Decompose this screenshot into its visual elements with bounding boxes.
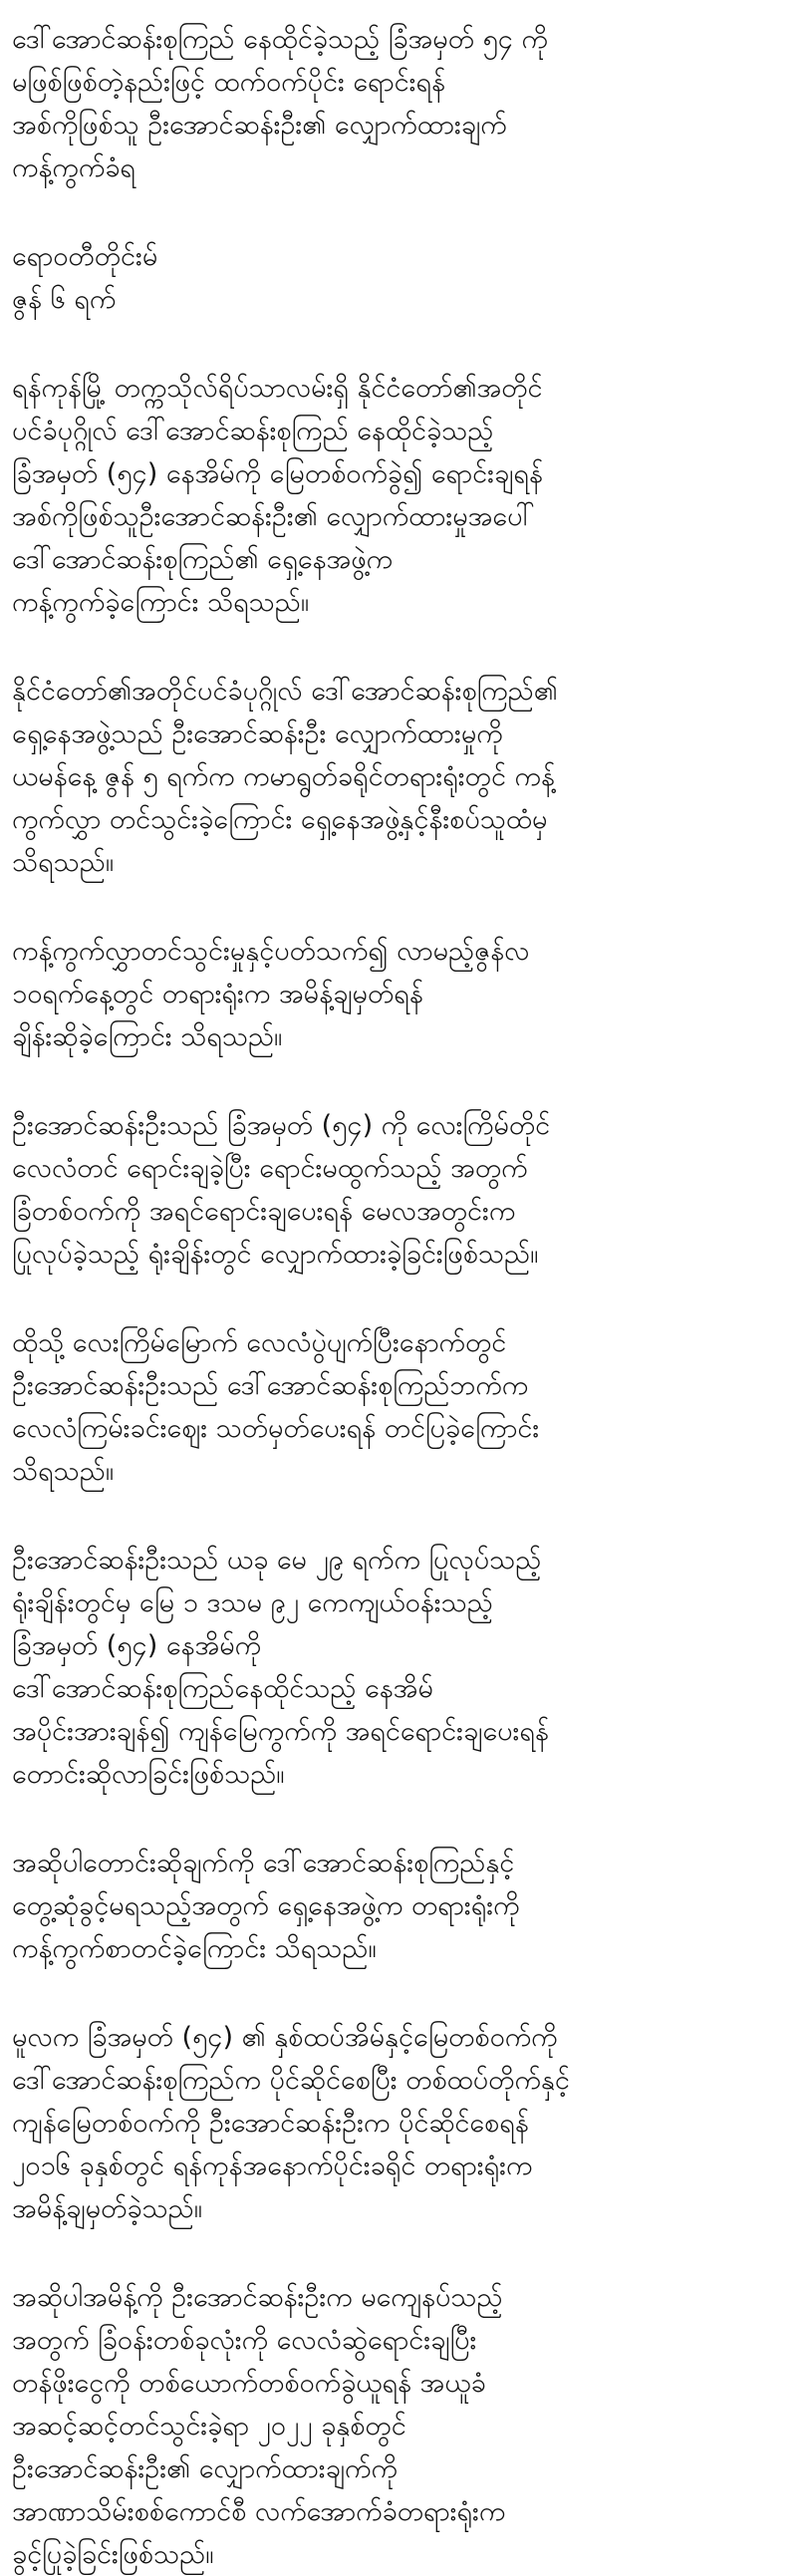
paragraph-8: မူလက ခြံအမှတ် (၅၄) ၏ နှစ်ထပ်အိမ်နှင့်မြေတစ်ဝက်ကို ဒေါ်အောင်ဆန်းစုကြည်က ပိုင်ဆိုင်စေပြီး တစ်ထပ်တိုက်နှင့် ကျန်မြေတစ်ဝက်ကို ဦးအောင်ဆန်းဦးက ပိုင်ဆိုင်စေရန် ၂၀၁၆ ခုနှစ်တွင် ရန်ကုန်အနောက်ပိုင်းခရိုင် တရားရုံးက အမိန့်ချမှတ်ခဲ့သည်။ [12, 2022, 570, 2224]
author-source: ရောဝတီတိုင်းမ် [12, 241, 158, 272]
paragraph-7: အဆိုပါတောင်းဆိုချက်ကို ဒေါ်အောင်ဆန်းစုကြည်နှင့် တွေ့ဆုံခွင့်မရသည့်အတွက် ရှေ့နေအဖွဲ့က တရားရုံးကို ကန့်ကွက်စာတင်ခဲ့ကြောင်း သိရသည်။ [12, 1848, 520, 1964]
paragraph-6: ဦးအောင်ဆန်းဦးသည် ယခု မေ ၂၉ ရက်က ပြုလုပ်သည့် ရုံးချိန်းတွင်မှ မြေ ၁ ဒသမ ၉၂ ကေကျယ်ဝန်းသည့် ခြံအမှတ် (၅၄) နေအိမ်ကို ဒေါ်အောင်ဆန်းစုကြည်နေထိုင်သည့် နေအိမ် အပိုင်းအားချန်၍ ကျန်မြေကွက်ကို အရင်ရောင်းချပေးရန် တောင်းဆိုလာခြင်းဖြစ်သည်။ [12, 1545, 549, 1790]
paragraph-2: နိုင်ငံတော်၏အတိုင်ပင်ခံပုဂ္ဂိုလ် ဒေါ်အောင်ဆန်းစုကြည်၏ ရှေ့နေအဖွဲ့သည် ဦးအောင်ဆန်းဦး လျှောက်ထားမှုကို ယမန်နေ့ ဇွန် ၅ ရက်က ကမာရွတ်ခရိုင်တရားရုံးတွင် ကန့် ကွက်လွှာ တင်သွင်းခဲ့ကြောင်း ရှေ့နေအဖွဲ့နှင့်နီးစပ်သူထံမှ သိရသည်။ [12, 676, 558, 878]
paragraph-3: ကန့်ကွက်လွှာတင်သွင်းမှုနှင့်ပတ်သက်၍ လာမည့်ဇွန်လ ၁၀ရက်နေ့တွင် တရားရုံးက အမိန့်ချမှတ်ရန် ချိန်းဆိုခဲ့ကြောင်း သိရသည်။ [12, 936, 530, 1052]
paragraph-1: ရန်ကုန်မြို့ တက္ကသိုလ်ရိပ်သာလမ်းရှိ နိုင်ငံတော်၏အတိုင် ပင်ခံပုဂ္ဂိုလ် ဒေါ်အောင်ဆန်းစုကြည် နေထိုင်ခဲ့သည့် ခြံအမှတ် (၅၄) နေအိမ်ကို မြေတစ်ဝက်ခွဲ၍ ရောင်းချရန် အစ်ကိုဖြစ်သူဦးအောင်ဆန်းဦး၏ လျှောက်ထားမှုအပေါ် ဒေါ်အောင်ဆန်းစုကြည်၏ ရှေ့နေအဖွဲ့က ကန့်ကွက်ခဲ့ကြောင်း သိရသည်။ [12, 373, 543, 618]
paragraph-5: ထိုသို့ လေးကြိမ်မြောက် လေလံပွဲပျက်ပြီးနောက်တွင် ဦးအောင်ဆန်းဦးသည် ဒေါ်အောင်ဆန်းစုကြည်ဘက်က လေလံကြမ်းခင်းဈေး သတ်မှတ်ပေးရန် တင်ပြခဲ့ကြောင်း သိရသည်။ [12, 1327, 540, 1487]
news-article [12, 18, 777, 2576]
publish-date: ဇွန် ၆ ရက် [12, 284, 117, 315]
paragraph-4: ဦးအောင်ဆန်းဦးသည် ခြံအမှတ် (၅၄) ကို လေးကြိမ်တိုင် လေလံတင် ရောင်းချခဲ့ပြီး ရောင်းမထွက်သည့် အတွက် ခြံတစ်ဝက်ကို အရင်ရောင်းချပေးရန် မေလအတွင်းက ပြုလုပ်ခဲ့သည့် ရုံးချိန်းတွင် လျှောက်ထားခဲ့ခြင်းဖြစ်သည်။ [12, 1110, 551, 1270]
paragraph-9: အဆိုပါအမိန့်ကို ဦးအောင်ဆန်းဦးက မကျေနပ်သည့် အတွက် ခြံဝန်းတစ်ခုလုံးကို လေလံဆွဲရောင်းချပြီး တန်ဖိုးငွေကို တစ်ယောက်တစ်ဝက်ခွဲယူရန် အယူခံ အဆင့်ဆင့်တင်သွင်းခဲ့ရာ ၂၀၂၂ ခုနှစ်တွင် ဦးအောင်ဆန်းဦး၏ လျှောက်ထားချက်ကို အာဏာသိမ်းစစ်ကောင်စီ လက်အောက်ခံတရားရုံးက ခွင့်ပြုခဲ့ခြင်းဖြစ်သည်။ [12, 2282, 506, 2570]
headline: ဒေါ်အောင်ဆန်းစုကြည် နေထိုင်ခဲ့သည့် ခြံအမှတ် ၅၄ ကို မဖြစ်ဖြစ်တဲ့နည်းဖြင့် ထက်ဝက်ပိုင်း ရောင်းရန် အစ်ကိုဖြစ်သူ ဦးအောင်ဆန်းဦး၏ လျှောက်ထားချက် ကန့်ကွက်ခံရ [12, 24, 548, 183]
dateline [12, 235, 777, 321]
